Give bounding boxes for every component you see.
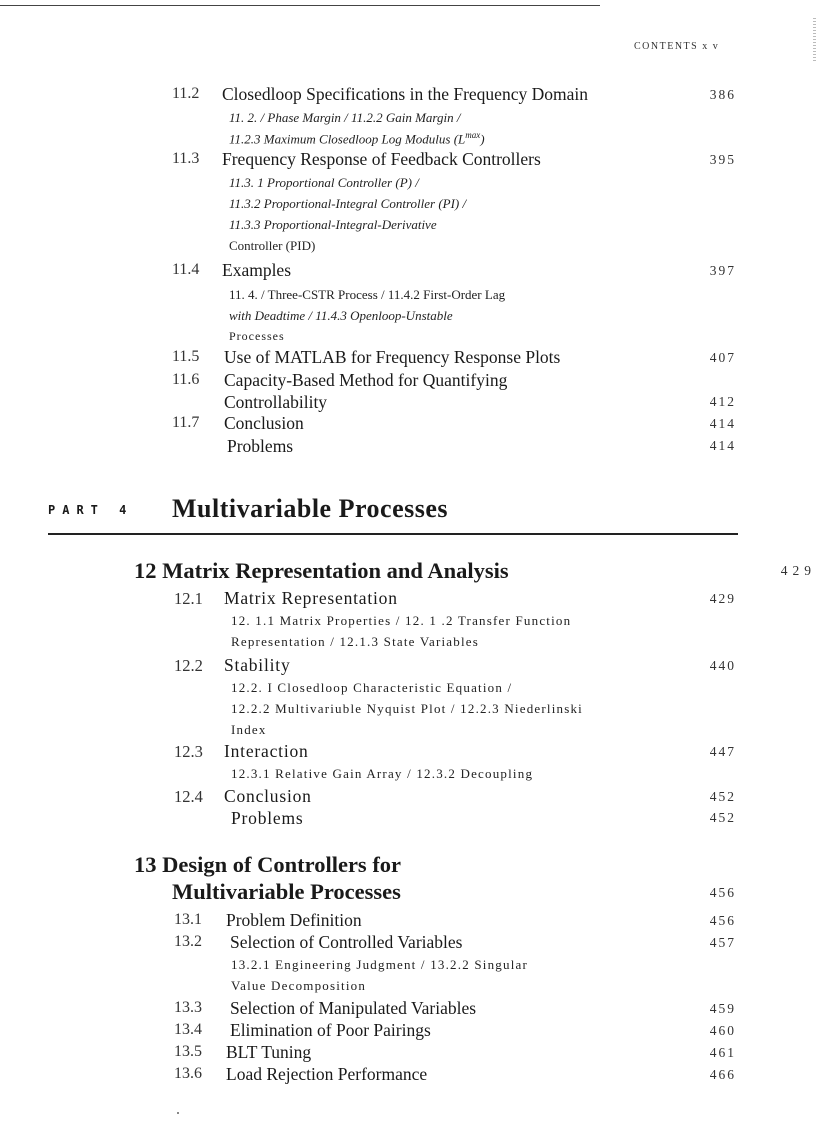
section-title: Frequency Response of Feedback Controllers — [222, 149, 541, 169]
subsection-line: 11. 2. / Phase Margin / 11.2.2 Gain Margin / — [229, 110, 461, 125]
page-number: 407 — [709, 350, 736, 365]
section-title: Selection of Controlled Variables — [230, 932, 463, 952]
page-number: 395 — [709, 152, 736, 167]
page-number: 386 — [709, 87, 736, 102]
section-title: Selection of Manipulated Variables — [230, 998, 477, 1018]
chapter-title: 13 Design of Controllers for — [134, 852, 402, 877]
subsection-line: 13.2.1 Engineering Judgment / 13.2.2 Singular — [231, 957, 529, 972]
page-number: 460 — [709, 1023, 736, 1038]
section-title: Elimination of Poor Pairings — [230, 1020, 431, 1040]
section-number: 12.1 — [174, 589, 203, 608]
section-title: Examples — [222, 260, 292, 280]
section-number: 13.2 — [174, 933, 202, 950]
subsection-line: Controller (PID) — [229, 238, 316, 253]
section-number: 11.4 — [172, 261, 200, 278]
problems-title: Problems — [231, 808, 304, 828]
page-number: 447 — [709, 744, 736, 759]
page-number: 459 — [709, 1001, 736, 1016]
section-title: Stability — [224, 655, 291, 675]
section-number: 11.3 — [172, 150, 200, 167]
section-number: 11.7 — [172, 414, 200, 431]
section-number: 13.3 — [174, 999, 202, 1016]
section-number: 13.1 — [174, 911, 202, 928]
page-number: 456 — [709, 913, 736, 928]
subsection-line: Representation / 12.1.3 State Variables — [231, 634, 480, 649]
page-number: 457 — [709, 935, 736, 950]
page-number: 461 — [709, 1045, 736, 1060]
page-number: 412 — [709, 394, 736, 409]
chapter-title: 12 Matrix Representation and Analysis — [134, 558, 509, 583]
section-title: Conclusion — [224, 413, 304, 433]
page-number: 414 — [709, 438, 736, 453]
section-number: 12.3 — [174, 742, 203, 761]
section-number: 11.5 — [172, 348, 200, 365]
subsection-line: Index — [231, 722, 267, 737]
section-title: Conclusion — [224, 786, 312, 806]
subsection-line: with Deadtime / 11.4.3 Openloop-Unstable — [229, 308, 453, 323]
subsection-line: 11.3.2 Proportional-Integral Controller (PI) / — [229, 196, 467, 211]
page-number: 466 — [709, 1067, 736, 1082]
subsection-line: 12.2. I Closedloop Characteristic Equation / — [231, 680, 513, 695]
subsection-line: 12.3.1 Relative Gain Array / 12.3.2 Decoupling — [231, 766, 534, 781]
section-title: Interaction — [224, 741, 309, 761]
subsection-superscript: max — [465, 130, 481, 140]
section-title: Use of MATLAB for Frequency Response Plots — [224, 347, 561, 367]
page-number: 452 — [709, 810, 736, 825]
section-number: 11.2 — [172, 85, 200, 102]
subsection-line: Processes — [229, 329, 285, 343]
section-number: 13.4 — [174, 1021, 202, 1038]
top-rule — [0, 5, 600, 6]
section-number: 12.2 — [174, 656, 203, 675]
subsection-line: 12. 1.1 Matrix Properties / 12. 1 .2 Transfer Function — [231, 613, 572, 628]
chapter-title-continued: Multivariable Processes — [172, 879, 401, 904]
page-number: 440 — [709, 658, 736, 673]
section-title: BLT Tuning — [226, 1042, 312, 1062]
section-title: Capacity-Based Method for Quantifying — [224, 370, 508, 390]
section-number: 12.4 — [174, 787, 203, 806]
scan-speck — [177, 1112, 179, 1114]
section-title: Matrix Representation — [224, 588, 398, 608]
section-title: Closedloop Specifications in the Frequency Domain — [222, 84, 588, 104]
chapter-page-number: 456 — [709, 885, 736, 900]
section-title: Load Rejection Performance — [226, 1064, 428, 1084]
section-title-continued: Controllability — [224, 392, 328, 412]
subsection-line: 11.3.3 Proportional-Integral-Derivative — [229, 217, 437, 232]
subsection-line: 11.2.3 Maximum Closedloop Log Modulus $(L^{max})$ — [229, 130, 485, 147]
running-head: CONTENTS x v — [634, 41, 720, 52]
page-number: 452 — [709, 789, 736, 804]
subsection-line: Value Decomposition — [231, 978, 367, 993]
part-label: PART 4 — [48, 503, 134, 517]
section-number: 11.6 — [172, 371, 200, 388]
page-number: 429 — [709, 591, 736, 606]
section-number: 13.5 — [174, 1043, 202, 1060]
problems-title: Problems — [227, 436, 294, 456]
page-number: 414 — [709, 416, 736, 431]
part-rule — [48, 533, 738, 535]
page-number: 397 — [709, 263, 736, 278]
subsection-line: 12.2.2 Multivariuble Nyquist Plot / 12.2.3 Niederlinski — [231, 701, 583, 716]
subsection-line: 11. 4. / Three-CSTR Process / 11.4.2 First-Order Lag — [229, 287, 506, 302]
section-number: 13.6 — [174, 1065, 202, 1082]
section-title: Problem Definition — [226, 910, 362, 930]
subsection-line: 11.3. 1 Proportional Controller (P) / — [229, 175, 419, 190]
part-title: Multivariable Processes — [172, 494, 449, 523]
chapter-page-number: 429 — [780, 563, 816, 578]
